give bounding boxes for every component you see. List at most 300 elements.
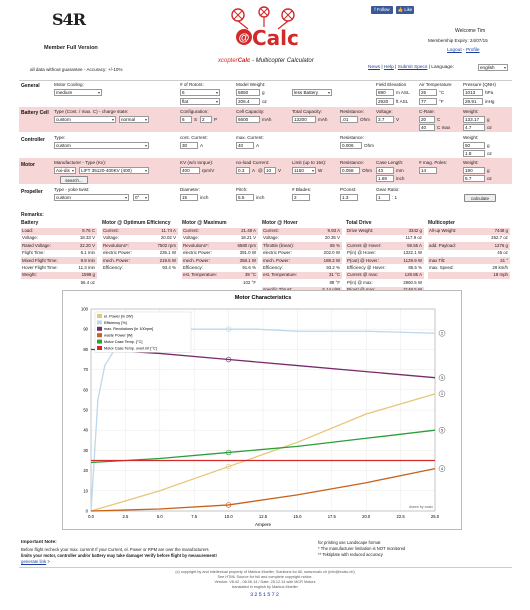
motor-type-select[interactable]: LIFT 35120-400KV (400) ▾ [79, 167, 149, 174]
series-end-label: 2 [441, 331, 443, 336]
x-tick-label: 17.5 [327, 514, 336, 519]
remarks-label: Remarks: [21, 212, 44, 218]
result-value: 88 °F [329, 279, 340, 285]
result-col-title: Battery [21, 220, 39, 226]
result-value: 6580 rpm [237, 242, 256, 248]
noload-v-unit: V [278, 168, 282, 173]
total-cap-input[interactable]: 13200 [292, 116, 316, 123]
result-label: Efficiency: [183, 265, 203, 270]
result-label: Voltage: [263, 235, 279, 241]
footer-version: Version: V8.42 - 08.06.14 / Date: 25.12.14 with MCR Motors [214, 580, 316, 584]
result-value: 18.21 V [240, 235, 256, 241]
weight-unit: g [262, 90, 265, 95]
app-name-prefix: xcopter [218, 58, 238, 64]
controller-weight-g-unit: g [487, 143, 490, 148]
section-propeller: Propeller [21, 189, 43, 195]
motor-weight-oz-unit: oz [487, 176, 492, 181]
manufacturer-note: * The manufacturer limitation is NOT monitored [318, 546, 406, 551]
result-label: Voltage: [22, 235, 38, 241]
divider [19, 80, 512, 81]
result-label: Flight Time: [22, 250, 45, 256]
prop-type-select[interactable]: custom ▾ [54, 194, 129, 201]
motor-mfr-select[interactable]: Axi-dis ▾ [54, 167, 76, 174]
result-label: electric Power: [263, 250, 292, 256]
battery-resist-label: Resistance: [340, 109, 365, 114]
battery-resist-unit: Ohm [360, 117, 370, 122]
battery-type-label: Type (Cont. / max. C) - charge state: [54, 109, 129, 114]
result-label: Current: [263, 228, 279, 233]
footer-copyright: (c) copyright by and intellectual property of Markus Mueller, Solutions for All, www.ecalc.ch (info@ecalc.ch) [175, 570, 355, 574]
y-tick-label: 0 [85, 508, 88, 514]
cont-current-unit: A [200, 143, 204, 148]
calculate-button[interactable]: calculate [464, 194, 496, 202]
legend-swatch [97, 333, 102, 337]
gear-suffix: : 1 [392, 195, 398, 200]
section-battery: Battery Cell [21, 110, 49, 116]
prop-type-label: Type - yoke twist: [54, 187, 90, 192]
app-title [218, 58, 314, 64]
crate-cont-input[interactable]: 20 [419, 116, 435, 123]
rotors-label: # of Rotors: [180, 82, 204, 87]
result-value: 3342 g [408, 228, 422, 233]
rotors-select[interactable]: 6 ▾ [180, 89, 220, 96]
result-label: est. Temperature: [183, 272, 218, 278]
controller-weight-oz-unit: oz [487, 151, 492, 156]
cell-cap-input[interactable]: 6600 [236, 116, 260, 123]
battery-voltage-unit: V [396, 117, 400, 122]
result-label: electric Power: [103, 250, 132, 256]
result-label: max. Speed: [429, 265, 454, 270]
legend-label: Efficiency [%] [104, 320, 127, 325]
member-label: Member Full Version [44, 45, 98, 51]
x-axis-label: Ampere [254, 522, 272, 527]
x-tick-label: 2.5 [122, 514, 129, 519]
legend-swatch [97, 320, 102, 324]
result-value: 2860.5 W [403, 279, 422, 285]
noload-unit: A [252, 168, 256, 173]
model-weight-label: Model Weight: [236, 82, 266, 87]
legend-swatch [97, 340, 102, 344]
profile-link[interactable]: Profile [465, 48, 480, 53]
section-general: General [21, 83, 40, 89]
result-label: Drive Weight: [347, 228, 374, 233]
generate-link[interactable]: generate link [21, 559, 47, 564]
model-weight-input[interactable]: 5850 [236, 89, 260, 96]
limit-unit: W [318, 168, 323, 173]
crate-max-input[interactable]: 40 [419, 124, 435, 131]
noload-label: no-load Current: [236, 160, 270, 165]
chart-credit: drawn by ecalc [409, 505, 433, 509]
result-label: est. Temperature: [263, 272, 298, 278]
air-temp-f[interactable]: 77 [419, 98, 437, 105]
blades-label: # Blades: [292, 187, 312, 192]
battery-weight-oz[interactable]: 4.7 [463, 124, 485, 131]
result-label: P(out) @ Hover: [347, 257, 379, 263]
limit-label: Limit (up to 15s): [292, 160, 327, 165]
pconst-label: PConst: [340, 187, 357, 192]
result-col-title: Multicopter [428, 220, 455, 226]
case-mm-unit: mm [396, 168, 404, 173]
result-value: 20.35 V [324, 235, 340, 241]
kv-label: KV (w/o torque): [180, 160, 214, 165]
print-note: for printing use Landscape format [318, 540, 381, 545]
chart-panel [62, 290, 462, 530]
case-length-in[interactable]: 1.69 [376, 175, 394, 182]
controller-resist-input[interactable]: 0.006 [340, 142, 362, 149]
controller-weight-g[interactable]: 50 [463, 142, 485, 149]
legend-label: waste Power [W] [104, 333, 133, 338]
total-cap-label: Total Capacity: [292, 109, 323, 114]
result-value: 31 °C [328, 272, 340, 278]
motor-weight-label: Weight: [463, 160, 479, 165]
result-value: 1322.1 W [403, 250, 422, 256]
field-elevation-m[interactable]: 890 [376, 89, 394, 96]
result-label: Efficiency: [263, 265, 283, 270]
result-value: 1276 g [494, 242, 508, 248]
result-label: Revolutions*: [183, 242, 209, 248]
weight-oz-unit: oz [262, 99, 267, 104]
battery-type-select[interactable]: custom ▾ [54, 116, 116, 123]
gear-label: Gear Ratio: [376, 187, 400, 192]
result-value: 18.33 V [79, 235, 95, 241]
follow-button[interactable]: f Follow [371, 6, 393, 14]
pitch-input[interactable]: 5.5 [236, 194, 254, 201]
result-label: Weight: [22, 272, 37, 278]
battery-weight-g-unit: g [487, 117, 490, 122]
config-p-unit: P [214, 117, 218, 122]
legend-label: max. Revolutions [in 100rpm] [104, 327, 154, 332]
result-value: 65 % [329, 242, 340, 248]
yoke-twist-select[interactable]: 0° ▾ [133, 194, 149, 201]
series-end-label: 1 [441, 392, 443, 397]
air-temp-c-unit: °C [439, 90, 445, 95]
frame-select[interactable]: flat ▾ [180, 98, 220, 105]
svg-text:@: @ [238, 32, 250, 44]
link-sep: - [463, 48, 465, 53]
divider [19, 567, 512, 568]
result-value: 219.5 W [159, 257, 176, 263]
pressure-label: Pressure (QNH) [463, 82, 496, 87]
noload-current-input[interactable]: 0.3 [236, 167, 250, 174]
limit-input[interactable]: 1150 ▾ [292, 167, 316, 174]
result-label: Current: [183, 228, 199, 233]
result-value: 102 °F [243, 279, 256, 285]
like-button[interactable]: 👍 Like [397, 7, 413, 12]
result-value: 93.4 % [162, 265, 176, 270]
y-tick-label: 80 [83, 346, 88, 352]
result-label: max Tilt: [429, 257, 446, 263]
result-value: 31 ° [500, 257, 508, 263]
result-col-title: Motor @ Maximum [182, 220, 227, 226]
result-value: 9.93 A [327, 228, 340, 233]
y-tick-label: 70 [83, 367, 88, 373]
elev-ft-unit: ft ASL [396, 99, 409, 104]
poles-label: # mag. Poles: [419, 160, 448, 165]
nav-submit-specs[interactable]: Submit Specs [397, 65, 428, 70]
field-elevation-label: Field Elevation [376, 82, 407, 87]
motor-resist-label: Resistance: [340, 160, 365, 165]
motor-weight-g[interactable]: 190 [463, 167, 485, 174]
result-value: 59.55 A [407, 242, 422, 248]
nav-sep: | [395, 65, 397, 70]
result-label: Current @ Hover: [347, 242, 382, 248]
air-temp-f-unit: °F [439, 99, 444, 104]
result-value: 18 mph [493, 272, 508, 278]
nav-help[interactable]: Help [383, 65, 394, 70]
kv-unit: rpm/V [202, 168, 215, 173]
notes-line1: Before flight recheck your max. current! If your Current, el. Power or RPM are over the manufacturers [21, 547, 209, 552]
motor-weight-oz[interactable]: 6.7 [463, 175, 485, 182]
motor-resist-input[interactable]: 0.058 [340, 167, 360, 174]
language-select[interactable]: english ▾ [478, 64, 508, 71]
result-value: 262.7 oz [491, 235, 508, 241]
x-tick-label: 10.0 [224, 514, 233, 519]
disclaimer: all data without guarantee - Accuracy: +/-10% [30, 67, 123, 72]
tektiplate-note: ** Tektiplate with reduced accuracy [318, 552, 383, 557]
motor-resist-unit: Ohm [362, 168, 372, 173]
visitor-counter: 3251572 [249, 591, 281, 598]
result-value: 39 °C [244, 272, 256, 278]
result-label: Voltage: [183, 235, 199, 241]
diameter-input[interactable]: 15 [180, 194, 198, 201]
nav-language-label: Language: [431, 65, 454, 70]
config-s-unit: S [194, 117, 198, 122]
result-value: 85.5 % [408, 265, 422, 270]
legend-label: Motor Case Temp. overl.int [°C] [104, 346, 157, 351]
controller-resist-unit: Ohm [364, 143, 374, 148]
field-elevation-ft[interactable]: 2920 [376, 98, 394, 105]
legend-swatch [97, 327, 102, 331]
result-value: 11.74 A [161, 228, 176, 233]
battery-weight-label: Weight: [463, 109, 479, 114]
result-value: 9.9 min [80, 257, 95, 263]
result-value: 91.6 % [242, 265, 256, 270]
result-label: Efficiency: [103, 265, 123, 270]
footer-notice: See HTML Source for full and complete copyright notice. [217, 575, 313, 579]
result-label: P(in) @ max: [347, 279, 373, 285]
pressure-hpa[interactable]: 1013 [463, 89, 483, 96]
legend-swatch [97, 346, 102, 350]
pressure-hpa-unit: hPa [485, 90, 494, 95]
section-controller: Controller [21, 137, 45, 143]
membership-expiry: Membership Expiry: 24/07/15 [428, 38, 488, 43]
result-label: Current: [103, 228, 119, 233]
result-value: 22.20 V [79, 242, 95, 248]
app-name-bold: Calc [237, 58, 251, 64]
controller-resist-label: Resistance: [340, 135, 365, 140]
series-end-label: 4 [441, 466, 443, 471]
result-label: All-up Weight: [429, 228, 457, 233]
cell-cap-label: Cell Capacity: [236, 109, 265, 114]
y-tick-label: 20 [83, 468, 88, 474]
nav-sep: | [381, 65, 383, 70]
battery-voltage-input[interactable]: 3.7 [376, 116, 394, 123]
cont-current-label: cont. Current: [180, 135, 208, 140]
result-value: 11.3 min [78, 265, 95, 270]
result-value: 6.1 min [80, 250, 95, 256]
crate-label: C-Rate: [419, 109, 435, 114]
result-value: 29 km/h [492, 265, 508, 270]
charge-state-select[interactable]: normal ▾ [119, 116, 149, 123]
config-label: Configuration: [180, 109, 209, 114]
generate-link-row [21, 559, 50, 564]
config-s-input[interactable]: 6 [180, 116, 192, 123]
result-label: Current @ max: [347, 272, 379, 278]
y-tick-label: 10 [83, 488, 88, 494]
brand-logo: S4R [52, 10, 85, 29]
result-value: 93.2 % [326, 265, 340, 270]
motor-weight-g-unit: g [487, 168, 490, 173]
battery-voltage-label: Voltage: [376, 109, 393, 114]
x-tick-label: 25.0 [430, 514, 440, 519]
legend-label: Motor Case Temp. [°C] [104, 340, 143, 344]
battery-resist-input[interactable]: .01 [340, 116, 358, 123]
noload-voltage-input[interactable]: 10 [264, 167, 276, 174]
series-end-label: 5 [441, 428, 443, 433]
logo-word: Calc [252, 26, 299, 50]
result-col-title: Motor @ Optimum Efficiency [102, 220, 171, 226]
y-tick-label: 50 [83, 407, 88, 413]
top-nav [368, 65, 454, 70]
app-subtitle: - Multicopter Calculator [252, 58, 314, 64]
result-value: 45 oz [497, 250, 508, 256]
total-cap-unit: mAh [318, 117, 328, 122]
cooling-label: Motor Cooling: [54, 82, 84, 87]
result-label: Load: [22, 228, 33, 233]
weight-mode-select[interactable]: less Battery ▾ [292, 89, 332, 96]
result-label: P(in) @ Hover: [347, 250, 377, 256]
result-label: Rated Voltage: [22, 242, 51, 248]
result-label: mech. Power: [103, 257, 130, 263]
result-label: mech. Power: [263, 257, 290, 263]
crate-max-unit: C max [437, 125, 451, 130]
controller-weight-label: Weight: [463, 135, 479, 140]
result-label: electric Power: [183, 250, 212, 256]
result-value: 21.48 A [241, 228, 256, 233]
result-label: Hover Flight Time: [22, 265, 58, 270]
motor-mfr-label: Manufacturer - Type (Kv): [54, 160, 106, 165]
case-length-mm[interactable]: 43 [376, 167, 394, 174]
gear-input[interactable]: 1 [376, 194, 390, 201]
result-value: 235.1 W [159, 250, 176, 256]
y-tick-label: 100 [81, 306, 88, 312]
blades-input[interactable]: 2 [292, 194, 310, 201]
cell-cap-unit: mAh [262, 117, 272, 122]
crate-cont-unit: C [437, 117, 441, 122]
kv-input[interactable]: 400 [180, 167, 200, 174]
x-tick-label: 5.0 [156, 514, 163, 519]
result-value: 128.85 A [404, 272, 422, 278]
pitch-unit: inch [256, 195, 265, 200]
cont-current-input[interactable]: 30 [180, 142, 198, 149]
air-temp-label: Air Temperature [419, 82, 452, 87]
series-end-label: 3 [441, 376, 443, 381]
legend-label: el. Power [in 2W] [104, 314, 133, 319]
pressure-inhg-unit: inHg [485, 99, 495, 104]
result-label: Voltage: [103, 235, 119, 241]
result-value: 7448 g [494, 228, 508, 233]
result-value: 202.0 W [323, 250, 340, 256]
account-links [447, 48, 480, 53]
result-value: 1598 g [81, 272, 95, 278]
pressure-inhg[interactable]: 29.91 [463, 98, 483, 105]
x-tick-label: 15.0 [293, 514, 302, 519]
nav-news[interactable]: News [368, 65, 380, 70]
result-value: 358.1 W [239, 257, 256, 263]
diameter-label: Diameter: [180, 187, 200, 192]
case-length-label: Case Length: [376, 160, 404, 165]
config-p-input[interactable]: 2 [200, 116, 212, 123]
section-motor: Motor [21, 162, 35, 168]
result-value: 391.0 W [239, 250, 256, 256]
battery-weight-oz-unit: oz [487, 125, 492, 130]
motor-search-button[interactable]: search... [60, 176, 88, 184]
x-tick-label: 20.0 [362, 514, 371, 519]
model-weight-oz[interactable]: 206.4 [236, 98, 260, 105]
legend-swatch [97, 314, 102, 318]
y-tick-label: 30 [83, 447, 88, 453]
elev-m-unit: m ASL [396, 90, 410, 95]
result-value: 1129.9 W [403, 257, 422, 263]
air-temp-c[interactable]: 25 [419, 89, 437, 96]
result-value: 20.02 V [160, 235, 176, 241]
nav-sep: | [428, 65, 430, 70]
x-tick-label: 7.5 [191, 514, 198, 519]
result-label: Throttle (linear): [263, 242, 294, 248]
notes-line2: limits your motor, controller and/or battery may take damage! Verify before flight by measurement! [21, 553, 217, 558]
logout-link[interactable]: Logout [447, 48, 462, 53]
result-label: Mixed Flight Time: [22, 257, 58, 263]
controller-type-select[interactable]: custom ▾ [54, 142, 149, 149]
y-tick-label: 90 [83, 326, 88, 332]
max-current-unit: A [256, 143, 260, 148]
chart-title: Motor Characteristics [234, 295, 292, 301]
result-value: 7502 rpm [157, 242, 176, 248]
controller-type-label: Type: [54, 135, 66, 140]
result-label: mech. Power: [183, 257, 210, 263]
y-tick-label: 40 [83, 427, 88, 433]
notes-title: Important Note: [21, 540, 57, 545]
result-value: 56.4 oz [80, 279, 95, 285]
pitch-label: Pitch: [236, 187, 248, 192]
poles-input[interactable]: 14 [419, 167, 437, 174]
result-value: 9.76 C [82, 228, 95, 233]
motor-characteristics-chart [63, 291, 463, 531]
result-col-title: Total Drive [346, 220, 372, 226]
pconst-input[interactable]: 1.3 [340, 194, 358, 201]
generate-link-suffix: > [47, 559, 50, 564]
x-tick-label: 22.5 [396, 514, 405, 519]
max-current-input[interactable]: 40 [236, 142, 254, 149]
result-label: add. Payload: [429, 242, 456, 248]
welcome-text: Welcome Tim [455, 28, 486, 34]
result-value: 117.9 oz [405, 235, 422, 241]
y-tick-label: 60 [83, 387, 88, 393]
result-label: Efficiency @ Hover: [347, 265, 386, 270]
x-tick-label: 12.5 [258, 514, 268, 519]
ecalc-logo [218, 5, 308, 55]
noload-at: @ [258, 168, 263, 173]
battery-weight-g[interactable]: 133.17 [463, 116, 485, 123]
result-label: Revolutions*: [103, 242, 129, 248]
result-col-title: Motor @ Hover [262, 220, 298, 226]
footer-translation: translated in english by Markus Mueller [232, 585, 298, 589]
result-value: 188.3 W [323, 257, 340, 263]
controller-weight-oz[interactable]: 1.8 [463, 150, 485, 157]
case-in-unit: inch [396, 176, 405, 181]
cooling-select[interactable]: medium ▾ [54, 89, 102, 96]
x-tick-label: 0.0 [88, 514, 94, 519]
